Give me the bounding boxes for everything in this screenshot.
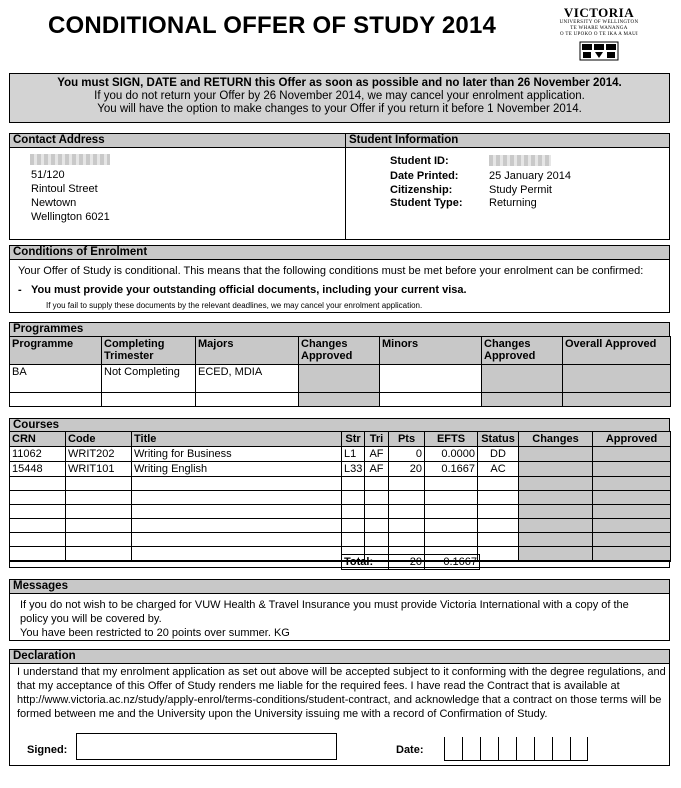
programmes-table (9, 336, 671, 407)
majors-cell: ECED, MDIA (196, 365, 299, 393)
col-header: Minors (380, 337, 482, 365)
status-cell: DD (478, 447, 519, 462)
table-row (10, 491, 671, 505)
table-row (10, 477, 671, 491)
completing-cell: Not Completing (102, 365, 196, 393)
table-row (10, 393, 671, 407)
messages-heading: Messages (10, 580, 669, 594)
declaration-text: I understand that my enrolment application as set out above will be accepted subject to it conforming with the degree regulations, and that my acceptance of this Offer of Study renders me liable for the required fees. I have read the Contract that is available at http://www.victoria.ac.nz/study/apply-enrol/terms-conditions/student-contract, and acknowledge that a contract on those terms will be formed between me and the University upon the University issuing me with a record of Confirmation of Study. (17, 666, 666, 720)
student-type-label: Student Type: (390, 197, 463, 209)
logo-line3: O TE UPOKO O TE IKA A MAUI (559, 32, 639, 37)
declaration-heading: Declaration (10, 650, 669, 664)
address-line: Newtown (31, 197, 77, 209)
approved-cell (593, 447, 671, 462)
col-header: Majors (196, 337, 299, 365)
programme-cell: BA (10, 365, 102, 393)
pts-cell: 20 (389, 462, 425, 477)
signature-field[interactable] (76, 733, 337, 760)
col-header: Status (478, 432, 519, 447)
notice-line-2: If you do not return your Offer by 26 November 2014, we may cancel your enrolment application. (94, 90, 585, 102)
table-row (10, 519, 671, 533)
code-cell: WRIT101 (66, 462, 132, 477)
col-header: Changes Approved (299, 337, 380, 365)
logo-line2: TE WHARE WANANGA (570, 26, 628, 31)
col-header: Completing Trimester (102, 337, 196, 365)
total-pts: 20 (389, 555, 425, 570)
changes-cell (519, 447, 593, 462)
efts-cell: 0.0000 (425, 447, 478, 462)
university-logo (558, 6, 640, 68)
tri-cell: AF (365, 447, 389, 462)
status-cell: AC (478, 462, 519, 477)
courses-heading: Courses (10, 419, 669, 432)
title-cell: Writing English (132, 462, 342, 477)
crn-cell: 15448 (10, 462, 66, 477)
table-row (10, 533, 671, 547)
conditions-heading: Conditions of Enrolment (10, 246, 669, 260)
col-header: EFTS (425, 432, 478, 447)
col-header: Programme (10, 337, 102, 365)
col-header: Code (66, 432, 132, 447)
total-row (342, 555, 480, 570)
col-header: Pts (389, 432, 425, 447)
contact-address-heading: Contact Address (10, 134, 345, 148)
redacted-student-id (489, 155, 551, 166)
address-line: Rintoul Street (31, 183, 98, 195)
document-title: CONDITIONAL OFFER OF STUDY 2014 (48, 12, 497, 39)
col-header: Str (342, 432, 365, 447)
courses-total-table (341, 554, 480, 570)
student-type-value: Returning (489, 197, 537, 209)
col-header: Changes Approved (482, 337, 563, 365)
efts-cell: 0.1667 (425, 462, 478, 477)
crn-cell: 11062 (10, 447, 66, 462)
address-line: 51/120 (31, 169, 65, 181)
student-id-label: Student ID: (390, 155, 449, 167)
str-cell: L33 (342, 462, 365, 477)
changes-cell (519, 462, 593, 477)
table-row (10, 447, 671, 462)
citizenship-label: Citizenship: (390, 184, 453, 196)
col-header: Approved (593, 432, 671, 447)
notice-line-3: You will have the option to make changes to your Offer if you return it before 1 November 2014. (97, 103, 582, 115)
courses-header-row (10, 432, 671, 447)
messages-section (9, 579, 670, 641)
date-printed-label: Date Printed: (390, 170, 459, 182)
programmes-heading: Programmes (10, 323, 669, 336)
logo-line1: UNIVERSITY OF WELLINGTON (559, 20, 639, 25)
col-header: Tri (365, 432, 389, 447)
date-field[interactable] (444, 737, 588, 761)
table-row (10, 505, 671, 519)
str-cell: L1 (342, 447, 365, 462)
redacted-name (30, 154, 110, 165)
message-line: If you do not wish to be charged for VUW Health & Travel Insurance you must provide Victoria International with a copy of the (20, 599, 629, 611)
condition-bullet: You must provide your outstanding official documents, including your current visa. (31, 284, 467, 296)
minors-cell (380, 365, 482, 393)
changes-approved-cell (299, 365, 380, 393)
conditions-section (9, 245, 670, 313)
notice-line-1: You must SIGN, DATE and RETURN this Offer as soon as possible and no later than 26 November 2014. (57, 77, 622, 89)
conditions-intro: Your Offer of Study is conditional. This means that the following conditions must be met before your enrolment can be confirmed: (18, 265, 644, 277)
condition-note: If you fail to supply these documents by the relevant deadlines, we may cancel your enrolment application. (46, 301, 423, 310)
col-header: Changes (519, 432, 593, 447)
address-line: Wellington 6021 (31, 211, 110, 223)
crest-icon (579, 41, 619, 61)
col-header: CRN (10, 432, 66, 447)
programmes-header-row (10, 337, 671, 365)
tri-cell: AF (365, 462, 389, 477)
code-cell: WRIT202 (66, 447, 132, 462)
overall-approved-cell (563, 365, 671, 393)
pts-cell: 0 (389, 447, 425, 462)
table-row (10, 462, 671, 477)
changes-approved-cell (482, 365, 563, 393)
col-header: Overall Approved (563, 337, 671, 365)
total-efts: 0.1667 (425, 555, 480, 570)
condition-bullet-marker: - (18, 284, 22, 296)
declaration-section (9, 649, 670, 766)
date-printed-value: 25 January 2014 (489, 170, 571, 182)
message-line: policy you will be covered by. (20, 613, 162, 625)
courses-section (9, 418, 670, 568)
citizenship-value: Study Permit (489, 184, 552, 196)
student-information-section (345, 133, 670, 240)
signed-label: Signed: (27, 744, 68, 756)
programmes-section (9, 322, 670, 407)
contact-address-section (9, 133, 346, 240)
message-line: You have been restricted to 20 points over summer. KG (20, 627, 290, 639)
student-information-heading: Student Information (346, 134, 669, 148)
courses-table (9, 431, 671, 562)
table-row (10, 547, 671, 561)
table-row (10, 365, 671, 393)
logo-name: VICTORIA (563, 5, 635, 20)
total-label: Total: (342, 555, 389, 570)
approved-cell (593, 462, 671, 477)
date-label: Date: (396, 744, 424, 756)
title-cell: Writing for Business (132, 447, 342, 462)
return-notice (9, 73, 670, 123)
col-header: Title (132, 432, 342, 447)
